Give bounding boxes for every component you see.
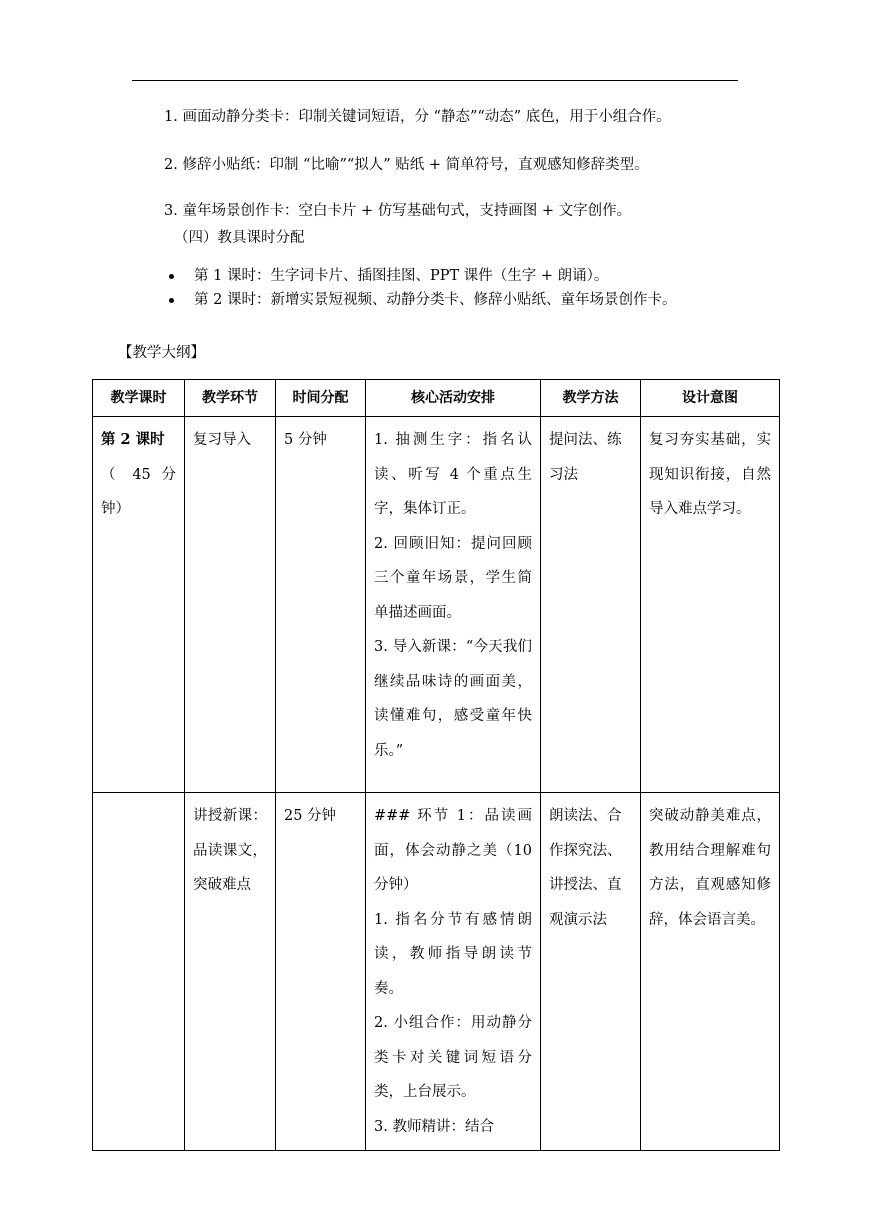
activity-line: 1. 指名分节有感情朗读，教师指导朗读节奏。 xyxy=(374,911,532,997)
outline-heading: 【教学大纲】 xyxy=(118,345,205,361)
cell-time: 25 分钟 xyxy=(276,793,366,1151)
period-label: 第 2 课时 xyxy=(101,431,165,448)
activity-line: 3. 教师精讲：结合 xyxy=(374,1118,494,1135)
material-item-3: 3. 童年场景创作卡：空白卡片 + 仿写基础句式，支持画图 + 文字创作。 xyxy=(164,203,632,219)
allocation-item-1 xyxy=(132,264,740,288)
allocation-text-2: 第 2 课时：新增实景短视频、动静分类卡、修辞小贴纸、童年场景创作卡。 xyxy=(194,292,677,308)
header-stage: 教学环节 xyxy=(185,380,276,417)
cell-time: 5 分钟 xyxy=(276,417,366,793)
period-duration: （ 45 分钟） xyxy=(101,466,176,517)
teaching-outline-table xyxy=(92,379,780,1151)
header-period: 教学课时 xyxy=(93,380,185,417)
cell-stage: 讲授新课：品读课文，突破难点 xyxy=(185,793,276,1151)
header-method: 教学方法 xyxy=(541,380,641,417)
table-row xyxy=(93,793,780,1151)
bullet-icon xyxy=(169,274,174,279)
cell-period xyxy=(93,793,185,1151)
cell-intent: 复习夯实基础，实现知识衔接，自然导入难点学习。 xyxy=(641,417,780,793)
cell-activities xyxy=(366,417,541,793)
bullet-icon xyxy=(169,298,174,303)
activity-line: 1. 抽测生字：指名认读、听写 4 个重点生字，集体订正。 xyxy=(374,432,532,517)
cell-stage: 复习导入 xyxy=(185,417,276,793)
activity-line: ### 环节 1：品读画面，体会动静之美（10 分钟） xyxy=(374,808,532,893)
allocation-text-1: 第 1 课时：生字词卡片、插图挂图、PPT 课件（生字 + 朗诵）。 xyxy=(194,268,609,284)
header-time: 时间分配 xyxy=(276,380,366,417)
cell-method: 提问法、练习法 xyxy=(541,417,641,793)
cell-activities xyxy=(366,793,541,1151)
cell-method: 朗读法、合作探究法、讲授法、直观演示法 xyxy=(541,793,641,1151)
material-item-1: 1. 画面动静分类卡：印制关键词短语，分 “静态”“动态” 底色，用于小组合作。 xyxy=(164,109,671,125)
activity-line: 3. 导入新课：“今天我们继续品味诗的画面美，读懂难句，感受童年快乐。” xyxy=(374,639,532,759)
table-header-row xyxy=(93,380,780,417)
header-intent: 设计意图 xyxy=(641,380,780,417)
table-row xyxy=(93,417,780,793)
header-rule xyxy=(132,80,738,81)
section-heading: （四）教具课时分配 xyxy=(174,230,305,246)
allocation-item-2 xyxy=(132,288,740,312)
cell-intent: 突破动静美难点，教用结合理解难句方法，直观感知修辞，体会语言美。 xyxy=(641,793,780,1151)
header-activities: 核心活动安排 xyxy=(366,380,541,417)
cell-period xyxy=(93,417,185,793)
activity-line: 2. 小组合作：用动静分类卡对关键词短语分类，上台展示。 xyxy=(374,1015,532,1100)
material-item-2: 2. 修辞小贴纸：印制 “比喻”“拟人” 贴纸 + 简单符号，直观感知修辞类型。 xyxy=(164,157,649,173)
activity-line: 2. 回顾旧知：提问回顾三个童年场景，学生简单描述画面。 xyxy=(374,535,532,621)
